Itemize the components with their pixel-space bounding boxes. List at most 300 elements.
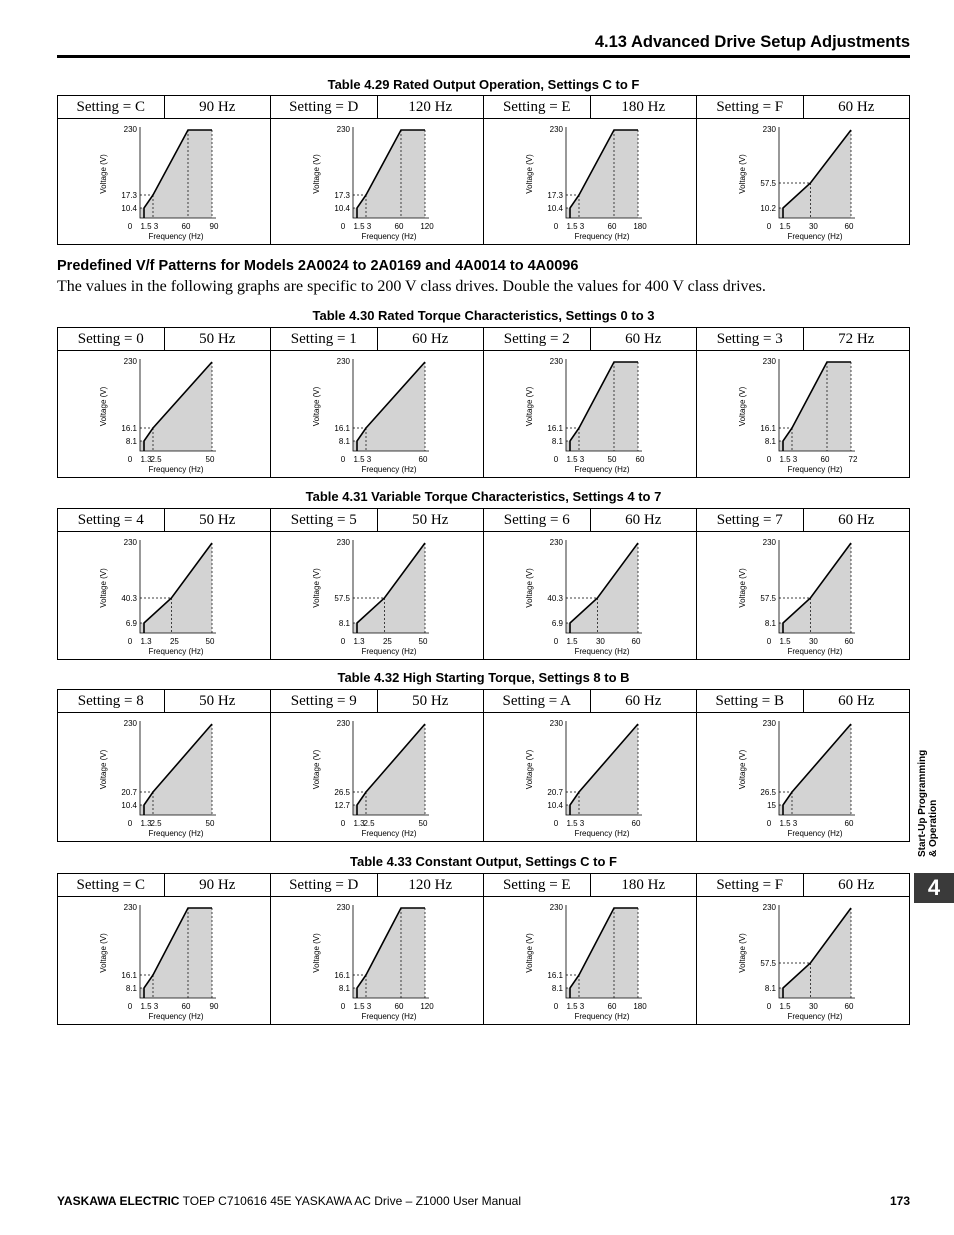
x-axis-label: Frequency (Hz) (148, 647, 204, 656)
x-tick-label: 1.5 (353, 455, 365, 464)
x-tick-label: 1.5 (353, 1002, 365, 1011)
table-header-row (58, 509, 910, 532)
y-tick-label: 20.7 (121, 788, 137, 797)
x-tick-label: 60 (631, 819, 641, 828)
vf-graph-cell (697, 897, 910, 1025)
x-tick-label: 3 (579, 222, 585, 231)
x-tick-label: 60 (844, 222, 854, 231)
vf-graph (58, 532, 270, 659)
table-graph-row (58, 351, 910, 478)
footer-brand: YASKAWA ELECTRIC (57, 1194, 180, 1208)
y-tick-label: 230 (549, 903, 563, 912)
side-tab-label-line2: & Operation (928, 799, 939, 857)
setting-label: Setting = C (58, 96, 165, 119)
y-axis-label: Voltage (V) (99, 386, 108, 427)
setting-label: Setting = D (271, 874, 378, 897)
y-tick-label: 8.1 (551, 437, 563, 446)
y-tick-label: 16.1 (760, 424, 776, 433)
table-graph-row (58, 713, 910, 842)
x-tick-label: 0 (340, 1002, 346, 1011)
vf-graph-cell (697, 351, 910, 478)
x-tick-label: 60 (607, 222, 617, 231)
x-tick-label: 1.3 (353, 637, 365, 646)
table-header-row (58, 328, 910, 351)
vf-graph (484, 351, 696, 477)
x-tick-label: 1.5 (566, 455, 578, 464)
x-tick-label: 30 (808, 1002, 818, 1011)
vf-graph (58, 713, 270, 841)
y-tick-label: 12.7 (334, 801, 350, 810)
vf-graph (484, 897, 696, 1024)
vf-graph (697, 713, 909, 841)
x-tick-label: 0 (553, 819, 559, 828)
y-axis-label: Voltage (V) (525, 386, 534, 427)
x-tick-label: 0 (766, 1002, 772, 1011)
setting-frequency: 60 Hz (803, 690, 910, 713)
setting-frequency: 60 Hz (590, 328, 697, 351)
x-tick-label: 2.5 (363, 819, 375, 828)
vf-graph-cell (58, 119, 271, 245)
y-tick-label: 10.4 (121, 204, 137, 213)
y-tick-label: 6.9 (125, 619, 137, 628)
x-axis-label: Frequency (Hz) (574, 647, 630, 656)
y-tick-label: 230 (762, 125, 776, 134)
vf-graph-cell (58, 351, 271, 478)
y-tick-label: 8.1 (764, 437, 776, 446)
x-tick-label: 0 (553, 1002, 559, 1011)
x-tick-label: 1.3 (140, 455, 152, 464)
x-tick-label: 90 (209, 222, 219, 231)
x-tick-label: 60 (418, 455, 428, 464)
vf-region (140, 908, 212, 998)
y-tick-label: 8.1 (338, 619, 350, 628)
vf-graph-cell (271, 532, 484, 660)
vf-region (353, 362, 425, 451)
vf-graph (697, 351, 909, 477)
vf-pattern-table (57, 327, 910, 478)
y-tick-label: 8.1 (125, 984, 137, 993)
vf-graph-cell (271, 119, 484, 245)
setting-label: Setting = F (697, 874, 804, 897)
vf-graph (697, 532, 909, 659)
x-tick-label: 1.5 (779, 455, 791, 464)
y-tick-label: 230 (549, 357, 563, 366)
y-tick-label: 230 (123, 357, 137, 366)
x-tick-label: 50 (418, 819, 428, 828)
setting-label: Setting = 8 (58, 690, 165, 713)
x-tick-label: 3 (153, 222, 159, 231)
x-tick-label: 60 (820, 455, 830, 464)
table-header-row (58, 874, 910, 897)
y-axis-label: Voltage (V) (738, 568, 747, 608)
y-tick-label: 230 (123, 719, 137, 728)
x-tick-label: 3 (792, 819, 798, 828)
y-tick-label: 26.5 (334, 788, 350, 797)
y-tick-label: 10.4 (121, 801, 137, 810)
vf-graph-cell (58, 897, 271, 1025)
vf-region (353, 908, 425, 998)
x-tick-label: 120 (420, 222, 434, 231)
y-tick-label: 10.4 (547, 801, 563, 810)
x-axis-label: Frequency (Hz) (787, 1012, 843, 1021)
y-tick-label: 26.5 (760, 788, 776, 797)
vf-graph-cell (271, 897, 484, 1025)
setting-frequency: 50 Hz (164, 690, 271, 713)
y-tick-label: 16.1 (547, 971, 563, 980)
y-tick-label: 8.1 (338, 984, 350, 993)
section-body-text: The values in the following graphs are specific to 200 V class drives. Double the values for 400 V class drives. (57, 278, 766, 295)
y-tick-label: 8.1 (551, 984, 563, 993)
y-axis-label: Voltage (V) (312, 749, 321, 790)
footer-doc: TOEP C710616 45E YASKAWA AC Drive – Z1000 User Manual (179, 1194, 521, 1208)
y-tick-label: 10.4 (547, 204, 563, 213)
x-tick-label: 30 (595, 637, 605, 646)
x-tick-label: 0 (340, 222, 346, 231)
vf-region (353, 130, 425, 218)
y-axis-label: Voltage (V) (99, 933, 108, 973)
x-axis-label: Frequency (Hz) (787, 647, 843, 656)
side-tab-label-line1: Start-Up Programming (917, 749, 928, 857)
y-tick-label: 15 (767, 801, 776, 810)
vf-graph (271, 351, 483, 477)
table-graph-row (58, 119, 910, 245)
y-tick-label: 230 (336, 903, 350, 912)
x-axis-label: Frequency (Hz) (361, 1012, 417, 1021)
x-tick-label: 1.5 (566, 222, 578, 231)
x-axis-label: Frequency (Hz) (787, 465, 843, 474)
setting-frequency: 180 Hz (590, 874, 697, 897)
y-tick-label: 230 (336, 719, 350, 728)
setting-label: Setting = D (271, 96, 378, 119)
y-tick-label: 8.1 (338, 437, 350, 446)
y-axis-label: Voltage (V) (525, 154, 534, 194)
vf-region (566, 908, 638, 998)
vf-graph (484, 713, 696, 841)
x-axis-label: Frequency (Hz) (574, 465, 630, 474)
x-tick-label: 3 (579, 819, 585, 828)
y-axis-label: Voltage (V) (738, 749, 747, 790)
x-tick-label: 50 (205, 637, 215, 646)
vf-graph-cell (484, 897, 697, 1025)
vf-graph (484, 119, 696, 244)
y-tick-label: 57.5 (334, 594, 350, 603)
setting-frequency: 120 Hz (377, 96, 484, 119)
setting-frequency: 180 Hz (590, 96, 697, 119)
setting-frequency: 60 Hz (803, 509, 910, 532)
setting-label: Setting = C (58, 874, 165, 897)
y-tick-label: 8.1 (764, 619, 776, 628)
x-tick-label: 0 (553, 222, 559, 231)
x-tick-label: 3 (366, 222, 372, 231)
setting-label: Setting = F (697, 96, 804, 119)
setting-label: Setting = 5 (271, 509, 378, 532)
x-tick-label: 1.5 (566, 637, 578, 646)
x-axis-label: Frequency (Hz) (574, 232, 630, 241)
vf-region (566, 130, 638, 218)
x-tick-label: 1.5 (566, 819, 578, 828)
y-tick-label: 10.4 (334, 204, 350, 213)
vf-region (566, 362, 638, 451)
x-tick-label: 60 (394, 1002, 404, 1011)
table-header-row (58, 690, 910, 713)
x-tick-label: 60 (607, 1002, 617, 1011)
y-tick-label: 230 (762, 538, 776, 547)
vf-graph (58, 351, 270, 477)
setting-label: Setting = E (484, 874, 591, 897)
y-axis-label: Voltage (V) (312, 154, 321, 194)
x-tick-label: 0 (766, 222, 772, 231)
x-tick-label: 3 (579, 455, 585, 464)
x-tick-label: 1.3 (140, 819, 152, 828)
y-tick-label: 230 (336, 538, 350, 547)
section-heading: Predefined V/f Patterns for Models 2A0024 to 2A0169 and 4A0014 to 4A0096 (57, 258, 579, 274)
y-tick-label: 57.5 (760, 594, 776, 603)
x-tick-label: 1.5 (779, 637, 791, 646)
x-tick-label: 0 (553, 455, 559, 464)
y-axis-label: Voltage (V) (738, 154, 747, 194)
setting-label: Setting = 2 (484, 328, 591, 351)
setting-frequency: 60 Hz (803, 874, 910, 897)
table-caption: Table 4.32 High Starting Torque, Settings 8 to B (337, 670, 630, 685)
x-tick-label: 25 (169, 637, 179, 646)
x-tick-label: 2.5 (150, 455, 162, 464)
y-tick-label: 17.3 (121, 191, 137, 200)
x-tick-label: 2.5 (150, 819, 162, 828)
x-tick-label: 0 (340, 637, 346, 646)
x-tick-label: 0 (340, 819, 346, 828)
setting-frequency: 60 Hz (803, 96, 910, 119)
footer (57, 1194, 521, 1208)
table-caption: Table 4.33 Constant Output, Settings C to F (350, 854, 617, 869)
setting-frequency: 50 Hz (377, 690, 484, 713)
vf-pattern-table (57, 508, 910, 660)
setting-label: Setting = B (697, 690, 804, 713)
vf-graph-cell (484, 713, 697, 842)
x-tick-label: 0 (340, 455, 346, 464)
x-tick-label: 0 (127, 455, 133, 464)
vf-graph (484, 532, 696, 659)
page-number: 173 (889, 1194, 910, 1208)
setting-frequency: 50 Hz (164, 328, 271, 351)
x-axis-label: Frequency (Hz) (574, 1012, 630, 1021)
x-tick-label: 0 (766, 819, 772, 828)
setting-frequency: 50 Hz (377, 509, 484, 532)
x-axis-label: Frequency (Hz) (361, 232, 417, 241)
y-tick-label: 57.5 (760, 959, 776, 968)
setting-frequency: 90 Hz (164, 874, 271, 897)
vf-graph-cell (484, 119, 697, 245)
x-tick-label: 90 (209, 1002, 219, 1011)
y-axis-label: Voltage (V) (312, 386, 321, 427)
y-tick-label: 230 (549, 719, 563, 728)
x-axis-label: Frequency (Hz) (148, 829, 204, 838)
vf-graph-cell (271, 713, 484, 842)
setting-frequency: 90 Hz (164, 96, 271, 119)
y-tick-label: 230 (762, 719, 776, 728)
vf-graph (697, 897, 909, 1024)
y-tick-label: 16.1 (121, 971, 137, 980)
y-tick-label: 230 (762, 357, 776, 366)
y-tick-label: 57.5 (760, 179, 776, 188)
table-caption: Table 4.31 Variable Torque Characteristics, Settings 4 to 7 (305, 489, 662, 504)
y-tick-label: 230 (123, 125, 137, 134)
y-axis-label: Voltage (V) (738, 386, 747, 427)
x-tick-label: 0 (553, 637, 559, 646)
y-axis-label: Voltage (V) (525, 568, 534, 608)
y-tick-label: 8.1 (125, 437, 137, 446)
x-axis-label: Frequency (Hz) (148, 1012, 204, 1021)
x-tick-label: 0 (127, 1002, 133, 1011)
setting-frequency: 60 Hz (377, 328, 484, 351)
x-tick-label: 3 (366, 455, 372, 464)
x-axis-label: Frequency (Hz) (787, 829, 843, 838)
x-axis-label: Frequency (Hz) (361, 647, 417, 656)
setting-label: Setting = 0 (58, 328, 165, 351)
x-axis-label: Frequency (Hz) (787, 232, 843, 241)
vf-graph (271, 532, 483, 659)
x-tick-label: 60 (181, 1002, 191, 1011)
x-tick-label: 60 (635, 455, 645, 464)
vf-graph (697, 119, 909, 244)
setting-label: Setting = 1 (271, 328, 378, 351)
y-tick-label: 16.1 (334, 971, 350, 980)
y-axis-label: Voltage (V) (99, 568, 108, 608)
y-axis-label: Voltage (V) (738, 933, 747, 973)
y-tick-label: 40.3 (547, 594, 563, 603)
x-tick-label: 60 (181, 222, 191, 231)
setting-label: Setting = 6 (484, 509, 591, 532)
vf-pattern-table (57, 95, 910, 245)
chapter-tab[interactable]: 4 (914, 873, 954, 903)
x-axis-label: Frequency (Hz) (574, 829, 630, 838)
vf-graph-cell (697, 532, 910, 660)
x-tick-label: 60 (844, 637, 854, 646)
x-tick-label: 1.5 (140, 222, 152, 231)
x-axis-label: Frequency (Hz) (148, 232, 204, 241)
side-tab-label (917, 717, 939, 857)
header-rule (57, 55, 910, 58)
x-tick-label: 0 (127, 222, 133, 231)
vf-region (140, 362, 212, 451)
x-tick-label: 3 (153, 1002, 159, 1011)
setting-label: Setting = 3 (697, 328, 804, 351)
y-tick-label: 40.3 (121, 594, 137, 603)
x-tick-label: 60 (394, 222, 404, 231)
x-tick-label: 1.5 (140, 1002, 152, 1011)
x-tick-label: 1.3 (353, 819, 365, 828)
vf-graph-cell (697, 119, 910, 245)
y-tick-label: 230 (762, 903, 776, 912)
x-tick-label: 50 (607, 455, 617, 464)
x-tick-label: 60 (844, 1002, 854, 1011)
y-tick-label: 230 (549, 538, 563, 547)
x-tick-label: 60 (631, 637, 641, 646)
setting-frequency: 60 Hz (590, 690, 697, 713)
setting-label: Setting = A (484, 690, 591, 713)
y-tick-label: 230 (123, 903, 137, 912)
y-tick-label: 10.2 (760, 204, 776, 213)
x-tick-label: 0 (766, 637, 772, 646)
vf-graph (271, 713, 483, 841)
x-tick-label: 3 (366, 1002, 372, 1011)
setting-frequency: 120 Hz (377, 874, 484, 897)
vf-graph-cell (271, 351, 484, 478)
x-tick-label: 30 (808, 637, 818, 646)
x-tick-label: 50 (205, 819, 215, 828)
y-tick-label: 16.1 (334, 424, 350, 433)
table-caption: Table 4.29 Rated Output Operation, Settings C to F (327, 77, 640, 92)
x-tick-label: 60 (844, 819, 854, 828)
y-tick-label: 16.1 (547, 424, 563, 433)
y-tick-label: 8.1 (764, 984, 776, 993)
x-tick-label: 30 (808, 222, 818, 231)
setting-frequency: 72 Hz (803, 328, 910, 351)
x-axis-label: Frequency (Hz) (148, 465, 204, 474)
y-axis-label: Voltage (V) (525, 933, 534, 973)
vf-pattern-table (57, 689, 910, 842)
x-tick-label: 0 (127, 819, 133, 828)
vf-graph-cell (484, 351, 697, 478)
y-tick-label: 230 (336, 357, 350, 366)
y-tick-label: 6.9 (551, 619, 563, 628)
x-tick-label: 3 (579, 1002, 585, 1011)
x-tick-label: 3 (792, 455, 798, 464)
vf-graph (58, 897, 270, 1024)
y-tick-label: 20.7 (547, 788, 563, 797)
vf-pattern-table (57, 873, 910, 1025)
x-tick-label: 1.3 (140, 637, 152, 646)
x-tick-label: 0 (127, 637, 133, 646)
x-axis-label: Frequency (Hz) (361, 465, 417, 474)
setting-label: Setting = 4 (58, 509, 165, 532)
y-tick-label: 16.1 (121, 424, 137, 433)
setting-frequency: 50 Hz (164, 509, 271, 532)
y-axis-label: Voltage (V) (312, 568, 321, 608)
y-axis-label: Voltage (V) (312, 933, 321, 973)
x-tick-label: 72 (848, 455, 858, 464)
setting-frequency: 60 Hz (590, 509, 697, 532)
x-tick-label: 1.5 (779, 1002, 791, 1011)
vf-region (140, 130, 212, 218)
y-tick-label: 230 (336, 125, 350, 134)
x-tick-label: 180 (633, 222, 647, 231)
vf-region (779, 362, 851, 451)
x-tick-label: 0 (766, 455, 772, 464)
y-tick-label: 17.3 (547, 191, 563, 200)
x-tick-label: 1.5 (353, 222, 365, 231)
table-graph-row (58, 897, 910, 1025)
y-tick-label: 230 (123, 538, 137, 547)
x-axis-label: Frequency (Hz) (361, 829, 417, 838)
x-tick-label: 120 (420, 1002, 434, 1011)
x-tick-label: 50 (418, 637, 428, 646)
table-header-row (58, 96, 910, 119)
page-header-title: 4.13 Advanced Drive Setup Adjustments (594, 33, 910, 51)
x-tick-label: 1.5 (779, 222, 791, 231)
setting-label: Setting = 7 (697, 509, 804, 532)
x-tick-label: 1.5 (566, 1002, 578, 1011)
vf-graph (58, 119, 270, 244)
vf-graph-cell (58, 713, 271, 842)
vf-graph (271, 119, 483, 244)
vf-graph-cell (697, 713, 910, 842)
vf-graph-cell (58, 532, 271, 660)
y-axis-label: Voltage (V) (99, 154, 108, 194)
vf-graph-cell (484, 532, 697, 660)
y-tick-label: 230 (549, 125, 563, 134)
table-graph-row (58, 532, 910, 660)
x-tick-label: 50 (205, 455, 215, 464)
